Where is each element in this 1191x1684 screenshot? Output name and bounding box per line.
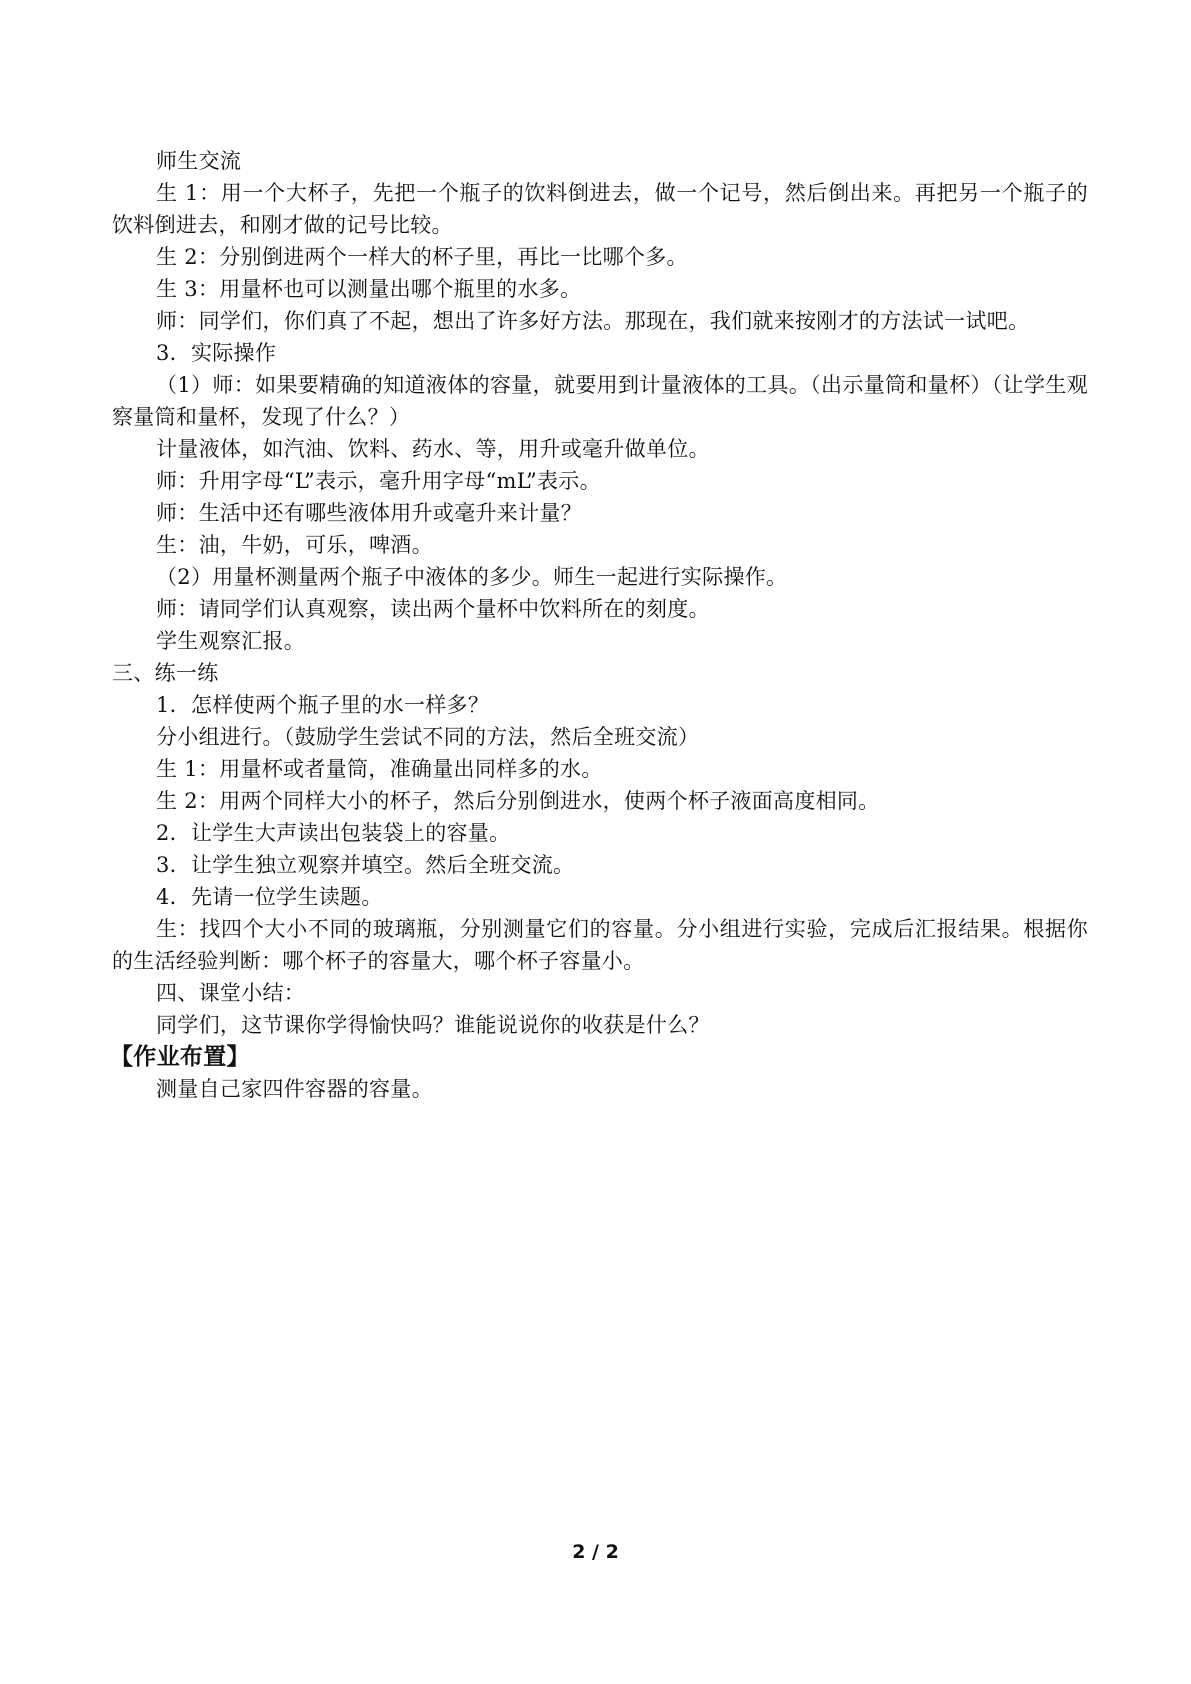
paragraph: 3．让学生独立观察并填空。然后全班交流。 bbox=[156, 853, 575, 877]
paragraph: 2．让学生大声读出包装袋上的容量。 bbox=[156, 821, 511, 845]
page-number: 2 / 2 bbox=[572, 1541, 619, 1563]
paragraph: 生 2：分别倒进两个一样大的杯子里，再比一比哪个多。 bbox=[156, 245, 688, 269]
section-heading: 三、练一练 bbox=[112, 661, 219, 685]
paragraph: 生：油，牛奶，可乐，啤酒。 bbox=[156, 533, 433, 557]
paragraph: 4．先请一位学生读题。 bbox=[156, 885, 383, 909]
paragraph: 生：找四个大小不同的玻璃瓶，分别测量它们的容量。分小组进行实验，完成后汇报结果。根据你的生活经验判断：哪个杯子的容量大，哪个杯子容量小。 bbox=[112, 917, 1088, 973]
paragraph: 生 2：用两个同样大小的杯子，然后分别倒进水，使两个杯子液面高度相同。 bbox=[156, 789, 880, 813]
paragraph: 1．怎样使两个瓶子里的水一样多？ bbox=[156, 693, 490, 717]
section-item-heading: 3．实际操作 bbox=[156, 341, 277, 365]
paragraph: 生 1：用量杯或者量筒，准确量出同样多的水。 bbox=[156, 757, 603, 781]
paragraph: 计量液体，如汽油、饮料、药水、等，用升或毫升做单位。 bbox=[156, 437, 710, 461]
paragraph: 学生观察汇报。 bbox=[156, 629, 306, 653]
paragraph: 师：升用字母“L”表示，毫升用字母“mL”表示。 bbox=[156, 469, 601, 493]
paragraph: 同学们，这节课你学得愉快吗？谁能说说你的收获是什么？ bbox=[156, 1013, 710, 1037]
paragraph: 测量自己家四件容器的容量。 bbox=[156, 1077, 433, 1101]
homework-heading: 【作业布置】 bbox=[110, 1044, 250, 1070]
section-heading: 四、课堂小结： bbox=[156, 981, 306, 1005]
document-body bbox=[112, 145, 1088, 1105]
paragraph: 师生交流 bbox=[156, 149, 242, 173]
paragraph: 生 3：用量杯也可以测量出哪个瓶里的水多。 bbox=[156, 277, 582, 301]
paragraph: （2）用量杯测量两个瓶子中液体的多少。师生一起进行实际操作。 bbox=[156, 565, 788, 589]
paragraph: （1）师：如果要精确的知道液体的容量，就要用到计量液体的工具。（出示量筒和量杯）（让学生观察量筒和量杯，发现了什么？） bbox=[112, 373, 1088, 429]
paragraph: 分小组进行。（鼓励学生尝试不同的方法，然后全班交流） bbox=[156, 725, 700, 749]
paragraph: 师：生活中还有哪些液体用升或毫升来计量？ bbox=[156, 501, 582, 525]
paragraph: 生 1：用一个大杯子，先把一个瓶子的饮料倒进去，做一个记号，然后倒出来。再把另一个瓶子的饮料倒进去，和刚才做的记号比较。 bbox=[112, 181, 1088, 237]
paragraph: 师：请同学们认真观察，读出两个量杯中饮料所在的刻度。 bbox=[156, 597, 710, 621]
paragraph: 师：同学们，你们真了不起，想出了许多好方法。那现在，我们就来按刚才的方法试一试吧。 bbox=[156, 309, 1030, 333]
